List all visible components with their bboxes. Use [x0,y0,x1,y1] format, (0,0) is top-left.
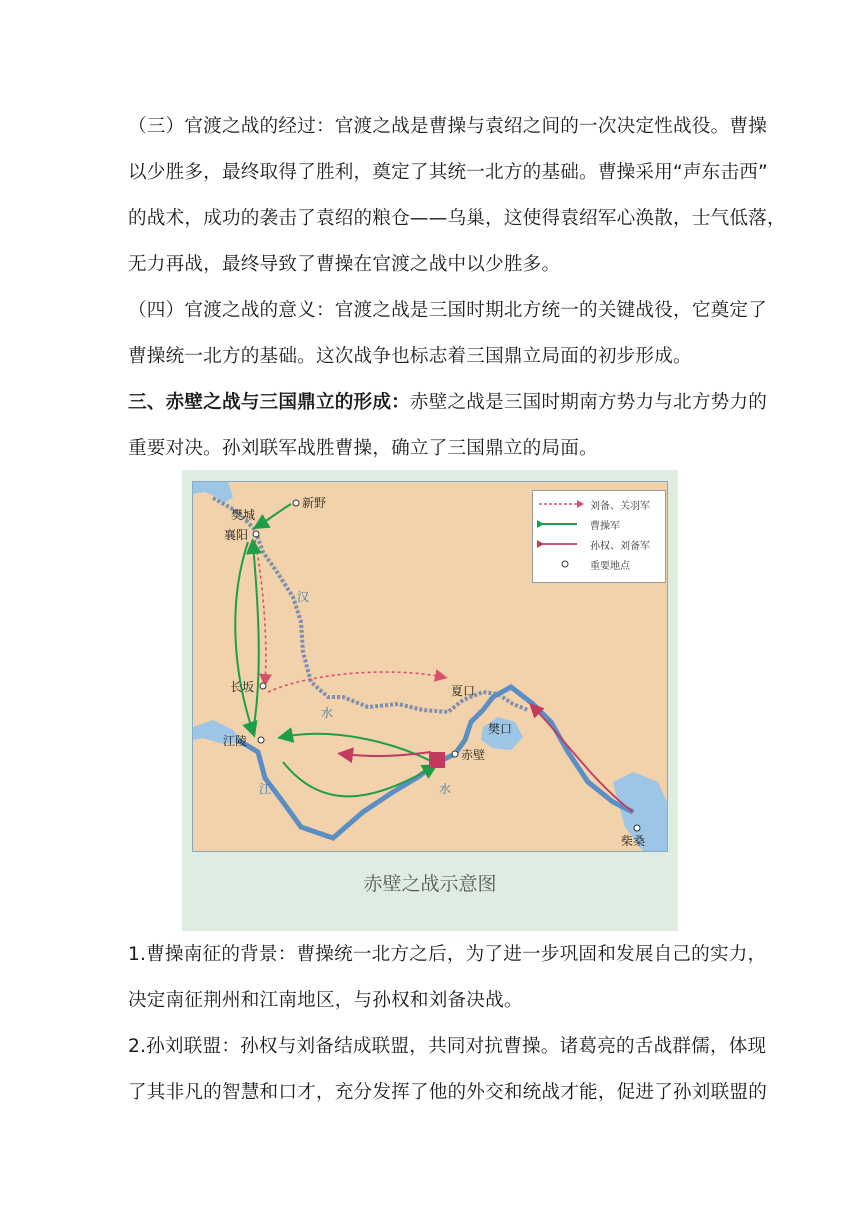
paragraph-guandu-process [128,104,786,288]
text-line: 了其非凡的智慧和口才，充分发挥了他的外交和统战才能，促进了孙刘联盟的 [128,1082,767,1103]
legend-green-arrow-icon [537,519,585,529]
place-label-fancheng: 樊城 [231,508,256,522]
text-line: 无力再战，最终导致了曹操在官渡之战中以少胜多。 [128,254,561,275]
text-line [128,380,768,426]
legend-place-dot-icon [537,559,585,569]
caocao-route-north [253,544,259,732]
river-label: 水 [439,782,452,796]
lake-shape [193,482,233,504]
legend-label: 重要地点 [590,561,630,572]
river-label: 水 [321,706,334,720]
river-label: 汉 [297,590,310,604]
section-heading: 三、赤壁之战与三国鼎立的形成： [128,392,410,413]
place-dot [253,531,259,537]
place-label-xiakou: 夏口 [451,684,476,698]
text-line: 以少胜多，最终取得了胜利，奠定了其统一北方的基础。曹操采用“声东击西” [128,162,768,183]
text-line: 的战术，成功的袭击了袁绍的粮仓——乌巢，这使得袁绍军心涣散，士气低落， [128,208,786,229]
legend-item [537,555,663,575]
section-intro: 赤壁之战是三国时期南方势力与北方势力的 [409,392,768,413]
place-dot [452,751,458,757]
paragraph-sun-liu-alliance [128,1024,767,1116]
place-label-fankou: 樊口 [488,722,513,736]
place-dot [634,825,640,831]
place-dot [260,683,266,689]
text-line: 2.孙刘联盟：孙权与刘备结成联盟，共同对抗曹操。诸葛亮的舌战群儒，体现 [128,1036,767,1057]
liubei-route-south [255,540,266,682]
place-dot [293,500,299,506]
place-label-xinye: 新野 [302,496,327,510]
figure-caption: 赤壁之战示意图 [363,873,497,895]
place-label-xiangyang: 襄阳 [224,528,249,542]
text-line: （四）官渡之战的意义：官渡之战是三国时期北方统一的关键战役，它奠定了 [128,300,767,321]
caocao-route-west [235,542,253,732]
legend-label: 刘备、关羽军 [590,501,650,512]
paragraph-guandu-significance [128,288,767,380]
text-line: （三）官渡之战的经过：官渡之战是曹操与袁绍之间的一次决定性战役。曹操 [128,116,767,137]
caocao-route-river [283,762,433,796]
legend-label: 曹操军 [590,521,620,532]
legend-item [537,495,663,515]
caocao-route-xinye [258,504,291,526]
place-label-jiangling: 江陵 [223,734,248,748]
text-line: 1.曹操南征的背景：曹操统一北方之后，为了进一步巩固和发展自己的实力， [128,944,767,965]
legend-magenta-arrow-icon [537,539,585,549]
text-line: 决定南征荆州和江南地区，与孙权和刘备决战。 [128,990,523,1011]
legend-item [537,535,663,555]
place-label-chaisang: 柴桑 [621,834,646,848]
legend-dashed-arrow-icon [537,499,585,509]
liubei-route-east [268,672,443,692]
paragraph-southern-campaign [128,932,767,1024]
legend-item [537,515,663,535]
legend-label: 孙权、刘备军 [590,541,650,552]
place-label-chibi: 赤壁 [461,748,486,762]
paragraph-chibi-section [128,380,768,472]
chibi-battle-figure [182,470,678,931]
battle-fire-marker [429,752,445,768]
caocao-route-retreat [283,734,433,762]
text-line: 重要对决。孙刘联军战胜曹操，确立了三国鼎立的局面。 [128,438,598,459]
river-label: 江 [259,782,272,796]
place-label-changban: 长坂 [230,680,255,694]
place-dot [258,737,264,743]
battle-map [192,481,668,852]
map-legend [532,490,666,583]
text-line: 曹操统一北方的基础。这次战争也标志着三国鼎立局面的初步形成。 [128,346,692,367]
han-river [213,498,528,712]
